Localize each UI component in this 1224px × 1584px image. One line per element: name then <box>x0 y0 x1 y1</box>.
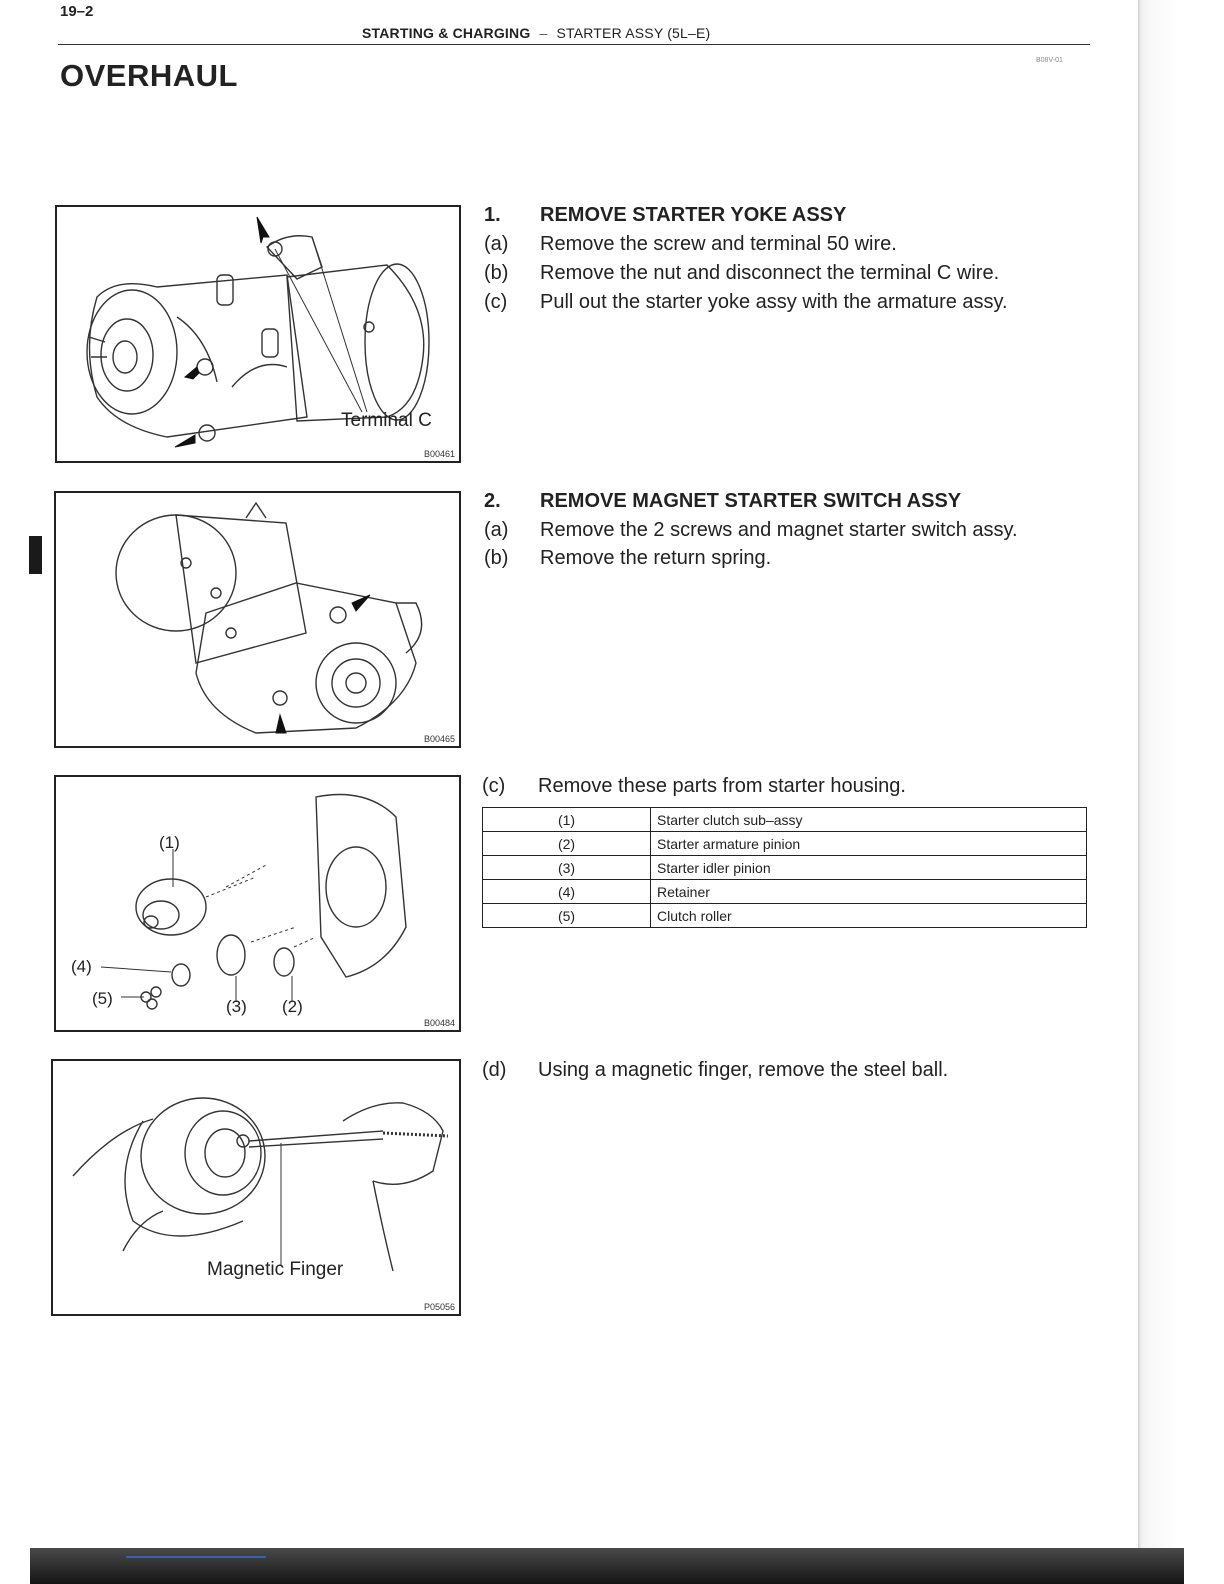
step-text: Using a magnetic finger, remove the steel ball. <box>538 1059 949 1081</box>
part-number: (1) <box>483 808 651 832</box>
part-name: Starter armature pinion <box>651 832 1087 856</box>
callout-5: (5) <box>92 989 113 1008</box>
scan-bottom-border <box>30 1548 1184 1584</box>
running-header <box>362 25 710 41</box>
part-number: (3) <box>483 856 651 880</box>
step-marker: (d) <box>482 1059 507 1081</box>
magnetic-finger-label: Magnetic Finger <box>207 1259 344 1280</box>
callout-1: (1) <box>159 833 180 852</box>
callout-3: (3) <box>226 997 247 1016</box>
section-number: 1. <box>484 204 501 226</box>
figure-code: B00465 <box>423 734 455 744</box>
part-name: Clutch roller <box>651 904 1087 928</box>
step-marker: (c) <box>484 291 508 313</box>
part-name: Retainer <box>651 880 1087 904</box>
step-text: Remove the return spring. <box>540 547 772 569</box>
header-subsection: STARTER ASSY (5L–E) <box>556 25 711 41</box>
figure-magnetic-finger <box>51 1059 461 1316</box>
step-marker: (b) <box>484 547 509 569</box>
part-number: (4) <box>483 880 651 904</box>
step-marker: (a) <box>484 233 509 255</box>
part-name: Starter idler pinion <box>651 856 1087 880</box>
header-section: STARTING & CHARGING <box>362 25 531 41</box>
step-marker: (a) <box>484 519 509 541</box>
parts-table <box>482 807 1087 928</box>
section-number: 2. <box>484 490 501 512</box>
scan-bottom-accent <box>126 1556 266 1558</box>
terminal-c-label: Terminal C <box>341 410 432 431</box>
part-name: Starter clutch sub–assy <box>651 808 1087 832</box>
figure-magnet-switch <box>54 491 461 748</box>
section-title: REMOVE STARTER YOKE ASSY <box>540 204 847 226</box>
page-edge-shadow <box>1138 0 1224 1584</box>
figure-code: B00484 <box>423 1018 455 1028</box>
figure-starter-yoke <box>55 205 461 463</box>
section-tab-marker <box>29 536 42 574</box>
page-title: OVERHAUL <box>60 58 238 93</box>
step-text: Remove the 2 screws and magnet starter switch assy. <box>540 519 1018 541</box>
table-row <box>483 880 1087 904</box>
figure-code: B00461 <box>423 449 455 459</box>
part-number: (2) <box>483 832 651 856</box>
callout-2: (2) <box>282 997 303 1016</box>
header-rule <box>58 44 1090 45</box>
table-row <box>483 904 1087 928</box>
page-number: 19–2 <box>60 3 94 20</box>
section-title: REMOVE MAGNET STARTER SWITCH ASSY <box>540 490 962 512</box>
header-separator: – <box>539 25 548 41</box>
document-code: B08V-01 <box>1036 57 1063 64</box>
figure-housing-parts <box>54 775 461 1032</box>
figure-code: P05056 <box>423 1302 455 1312</box>
part-number: (5) <box>483 904 651 928</box>
step-text: Remove the nut and disconnect the terminal C wire. <box>540 262 1000 284</box>
table-row <box>483 832 1087 856</box>
step-marker: (c) <box>482 775 506 797</box>
step-text: Pull out the starter yoke assy with the armature assy. <box>540 291 1008 313</box>
step-text: Remove the screw and terminal 50 wire. <box>540 233 897 255</box>
callout-4: (4) <box>71 957 92 976</box>
table-row <box>483 808 1087 832</box>
step-text: Remove these parts from starter housing. <box>538 775 906 797</box>
step-marker: (b) <box>484 262 509 284</box>
table-row <box>483 856 1087 880</box>
exploded-parts-illustration <box>56 777 459 1030</box>
arrow-icon <box>56 493 459 746</box>
